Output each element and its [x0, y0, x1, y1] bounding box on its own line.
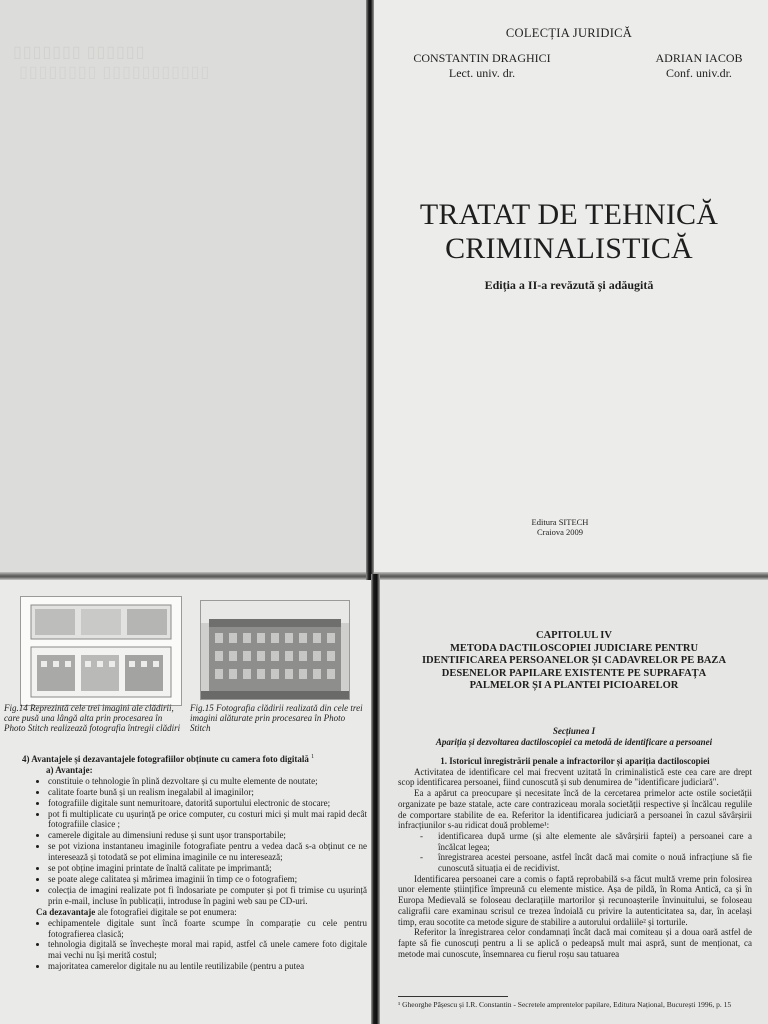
figure-14-caption: Fig.14 Reprezintă cele trei imagini ale clădirii, care pusă una lângă alta prin procesarea în Photo Stitch realizează fotografia întregii clădiri [4, 703, 181, 733]
paragraph: Ea a apărut ca preocupare și necesitate încă de la cercetarea primelor acte ostile societății organizate pe baze statale, acte care contraziceau morala societății respective și încălcau regulile de comportare stabilite de ea. Referitor la identificarea judiciară a persoanei în cazul săvârșirii infracțiunilor s-au ridicat două probleme¹: [398, 788, 752, 831]
publisher-city-year: Craiova 2009 [536, 527, 584, 537]
list-item: - identificarea după urme (și alte elemente ale săvârșirii faptei) a persoanei care a încălcat legea; [438, 831, 752, 852]
book-title-line-2: CRIMINALISTICĂ [445, 232, 693, 265]
footnote-separator [398, 996, 508, 997]
author-2 [634, 51, 764, 81]
chapter-title-line: METODA DACTILOSCOPIEI JUDICIARE PENTRU [449, 642, 699, 654]
figure-15-caption: Fig.15 Fotografia clădirii realizată din cele trei imagini alăturate prin procesarea în Photo Stitch [190, 703, 363, 733]
disadvantages-intro [22, 907, 367, 918]
list-item: • camerele digitale au dimensiuni reduse și sunt ușor transportabile; [48, 830, 367, 841]
advantages-label: a) Avantaje: [46, 764, 93, 775]
edition-note: Ediția a II-a revăzută și adăugită [484, 278, 654, 292]
advantages-list [22, 776, 367, 907]
list-item: • pot fi multiplicate cu ușurință pe orice computer, cu costuri mici și mult mai rapid decât fotografiile clasice ; [48, 809, 367, 831]
publisher-name: Editura SITECH [531, 517, 589, 527]
disadvantages-label: Ca dezavantaje [36, 906, 96, 917]
list-item: • constituie o tehnologie în plină dezvoltare și cu multe elemente de noutate; [48, 776, 367, 787]
stitched-building-photo [201, 601, 349, 699]
list-item: • tehnologia digitală se învechește moral mai rapid, astfel că unele camere foto digitale mai vechi nu își merită costul; [48, 939, 367, 961]
page-top-left-blank [0, 0, 370, 578]
advantages-section [22, 752, 367, 972]
author-1 [392, 51, 572, 81]
list-item: • colecția de imagini realizate pot fi îndosariate pe computer și pot fi trimise cu ușurință prin e-mail, incluse în publicații, introduse în pagini web sau pe CD-uri. [48, 885, 367, 907]
dash-list [398, 831, 752, 874]
page-title [370, 0, 768, 578]
bleed-through-text: ▯▯▯▯▯▯▯▯▯▯▯ ▯▯▯▯▯▯▯▯ [18, 64, 210, 81]
footnote: ¹ Gheorghe Pășescu și I.R. Constantin - Secretele amprentelor papilare, Editura Național, București 1996, p. 15 [398, 1000, 732, 1009]
list-item: • se poate alege calitatea și mărimea imaginii în timp ce o fotografiem; [48, 874, 367, 885]
section-number: Secțiunea I [552, 726, 596, 736]
list-item: • se pot obține imagini printate de înaltă calitate pe imprimantă; [48, 863, 367, 874]
subheading: 1. Istoricul înregistrării penale a infractorilor și apariția dactiloscopiei [440, 756, 710, 766]
author-2-name: ADRIAN IACOB [655, 51, 743, 65]
section-heading [22, 752, 367, 765]
chapter-number: CAPITOLUL IV [536, 630, 612, 641]
publisher [500, 517, 620, 537]
chapter-heading [388, 630, 760, 693]
list-item: • echipamentele digitale sunt încă foarte scumpe în comparație cu cele pentru fotografierea clasică; [48, 918, 367, 940]
paragraph: Activitatea de identificare cel mai frecvent uzitată în criminalistică este cea care are drept scop identificarea persoanei, fiind cunoscută și sub denumirea de "identificare judiciară". [398, 766, 752, 788]
paragraph: Identificarea persoanei care a comis o faptă reprobabilă s-a făcut multă vreme prin folosirea unor elemente științifice împreună cu elemente mistice. Așa de pildă, în Roma Antică, ca și în Europa Medievală se foloseau declarațiile martorilor și recunoașterile învinuitului, se foloseau caligrafii care examinau scrisul ce trezea îndoială cu privire la autenticitatea sa, dar, în același timp, erau socotite ca metode sigure de stabilire a autorului ordaliile² și torturile. [398, 873, 752, 927]
figure-14-image [20, 596, 182, 706]
author-1-name: CONSTANTIN DRAGHICI [413, 51, 551, 65]
building-thumbnails-illustration [21, 597, 181, 705]
section-heading [388, 726, 760, 748]
book-gutter-top [366, 0, 374, 580]
figure-15-image [200, 600, 350, 700]
section-heading-text: 4) Avantajele și dezavantajele fotografiilor obținute cu camera foto digitală [22, 754, 309, 764]
chapter-title-line: PALMELOR ȘI A PLANTEI PICIOARELOR [469, 680, 679, 692]
book-title-line-1: TRATAT DE TEHNICĂ [419, 198, 719, 231]
list-item: • majoritatea camerelor digitale nu au lentile reutilizabile (pentru a putea [48, 961, 367, 972]
footnote-ref: 1 [311, 754, 315, 760]
page-bottom-right [378, 578, 768, 1024]
chapter-title-line: IDENTIFICAREA PERSOANELOR ȘI CADAVRELOR PE BAZA [421, 655, 727, 667]
paragraph: Referitor la înregistrarea celor condamnați încât dacă mai comiteau și a doua oară astfel de fapte să fie cunoscuți pentru a li se aplică o pedeapsă mult mai aspră, sunt de menționat, ca metode mai cunoscute, însemnarea cu fierul roșu sau tatuarea [398, 927, 752, 959]
list-item: • se pot viziona instantaneu imaginile fotografiate pentru a vedea dacă s-a obținut ce ne interesează și totodată se pot elimina imaginile ce nu interesează; [48, 841, 367, 863]
page-bottom-left [0, 578, 378, 1024]
chapter-body [398, 756, 752, 959]
disadvantages-intro-text: ale fotografiei digitale se pot enumera: [95, 906, 237, 917]
list-item: • calitate foarte bună și un realism inegalabil al imaginilor; [48, 787, 367, 798]
book-title [370, 198, 768, 266]
list-item: - înregistrarea acestei persoane, astfel încât dacă mai comite o nouă infracțiune să fie cunoscută situația ei de recidivist. [438, 852, 752, 873]
chapter-title-line: DESENELOR PAPILARE EXISTENTE PE SUPRAFAȚA [441, 667, 707, 679]
disadvantages-list [22, 918, 367, 973]
author-2-title: Conf. univ.dr. [666, 66, 732, 80]
list-item: • fotografiile digitale sunt nemuritoare, datorită suportului electronic de stocare; [48, 798, 367, 809]
section-title: Apariția și dezvoltarea dactiloscopiei ca metodă de identificare a persoanei [435, 737, 713, 747]
collection-name: COLECȚIA JURIDICĂ [505, 26, 633, 40]
author-1-title: Lect. univ. dr. [448, 66, 516, 80]
horizontal-fold [0, 572, 768, 580]
book-gutter-bottom [371, 574, 380, 1024]
bleed-through-text: ▯▯▯▯▯▯ ▯▯▯▯▯▯▯ [12, 44, 145, 61]
